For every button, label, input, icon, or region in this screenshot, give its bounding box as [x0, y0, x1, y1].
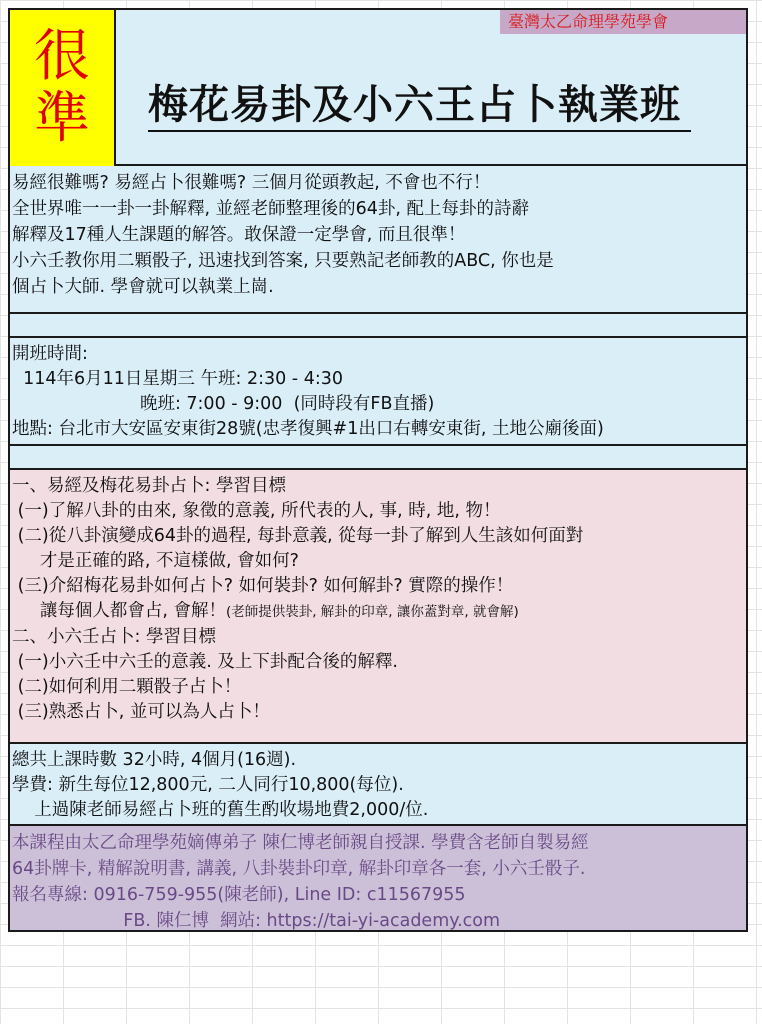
empty-row — [8, 314, 748, 338]
footer-line: 本課程由太乙命理學苑嫡傳弟子 陳仁博老師親自授課. 學費含老師自製易經 — [12, 833, 589, 853]
learning-goals-section — [8, 470, 748, 744]
goal-item — [12, 599, 742, 625]
empty-row — [8, 446, 748, 470]
page-title: 梅花易卦及小六王占卜執業班 — [148, 80, 691, 132]
schedule-heading: 開班時間: — [12, 344, 88, 364]
course-flyer — [8, 8, 748, 932]
goal-item-text: 讓每個人都會占, 會解！ — [12, 601, 226, 621]
goal-item: (二)從八卦演變成64卦的過程, 每卦意義, 從每一卦了解到人生該如何面對 — [12, 526, 584, 546]
schedule-afternoon: 114年6月11日星期三 午班: 2:30 - 4:30 — [12, 369, 343, 389]
org-name: 臺灣太乙命理學苑學會 — [500, 10, 746, 34]
intro-line: 全世界唯一一卦一卦解釋, 並經老師整理後的64卦, 配上每卦的詩辭 — [12, 199, 530, 219]
badge-char-1: 很 — [34, 24, 90, 89]
goal-note: (老師提供裝卦, 解卦的印章, 讓你蓋對章, 就會解) — [225, 604, 519, 620]
goal-item: (一)小六壬中六壬的意義. 及上下卦配合後的解釋. — [12, 652, 398, 672]
goal-item: (三)熟悉占卜, 並可以為人占卜！ — [12, 702, 270, 722]
contact-section — [8, 826, 748, 932]
goals-heading-1: 一、易經及梅花易卦占卜: 學習目標 — [12, 476, 286, 496]
goal-item: (二)如何利用二顆骰子占卜！ — [12, 677, 242, 697]
goal-item: (三)介紹梅花易卦如何占卜? 如何裝卦? 如何解卦? 實際的操作！ — [12, 576, 514, 596]
footer-line: 64卦牌卡, 精解說明書, 講義, 八卦裝卦印章, 解卦印章各一套, 小六壬骰子. — [12, 859, 586, 879]
phone-line: 報名專線: 0916-759-955(陳老師), Line ID: c11567955 — [12, 885, 466, 905]
intro-line: 解釋及17種人生課題的解答。敢保證一定學會, 而且很準！ — [12, 225, 466, 245]
badge-char-2: 準 — [34, 86, 90, 151]
returning-student-fee: 上過陳老師易經占卜班的舊生酌收場地費2,000/位. — [12, 800, 429, 820]
schedule-evening: 晚班: 7:00 - 9:00 (同時段有FB直播) — [12, 394, 435, 414]
intro-line: 易經很難嗎? 易經占卜很難嗎? 三個月從頭教起, 不會也不行！ — [12, 173, 491, 193]
goal-item: 才是正確的路, 不這樣做, 會如何? — [12, 551, 299, 571]
goals-heading-2: 二、小六壬占卜: 學習目標 — [12, 627, 216, 647]
intro-line: 小六壬教你用二顆骰子, 迅速找到答案, 只要熟記老師教的ABC, 你也是 — [12, 251, 554, 271]
goal-item: (一)了解八卦的由來, 象徵的意義, 所代表的人, 事, 時, 地, 物！ — [12, 501, 501, 521]
intro-line: 個占卜大師. 學會就可以執業上崗. — [12, 277, 274, 297]
fees-section — [8, 744, 748, 826]
accuracy-badge — [10, 10, 116, 166]
location: 地點: 台北市大安區安東街28號(忠孝復興#1出口右轉安東街, 土地公廟後面) — [12, 419, 604, 439]
website-link[interactable]: FB. 陳仁博 網站: https://tai-yi-academy.com — [12, 911, 501, 931]
flyer-header — [8, 8, 748, 166]
tuition: 學費: 新生每位12,800元, 二人同行10,800(每位). — [12, 775, 404, 795]
course-hours: 總共上課時數 32小時, 4個月(16週). — [12, 750, 297, 770]
schedule-section — [8, 338, 748, 446]
intro-section — [8, 166, 748, 314]
